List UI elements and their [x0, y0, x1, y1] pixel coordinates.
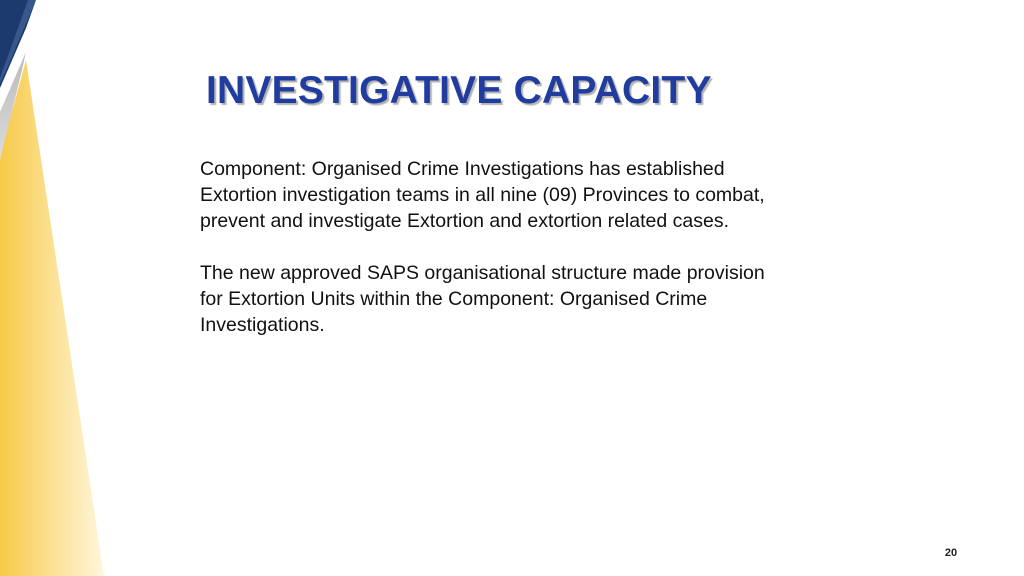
page-number: 20	[944, 547, 958, 559]
paragraph-saps-structure: The new approved SAPS organisational structure made provision for Extortion Units within the Component: Organised Crime Investigations.	[200, 262, 765, 336]
slide-title: INVESTIGATIVE CAPACITY	[206, 69, 712, 112]
slide-body	[200, 156, 860, 364]
gold-band	[0, 60, 104, 576]
paragraph-oci-extortion-teams: Component: Organised Crime Investigations has established Extortion investigation teams in all nine (09) Provinces to combat, prevent and investigate Extortion and extortion related cases.	[200, 158, 765, 232]
